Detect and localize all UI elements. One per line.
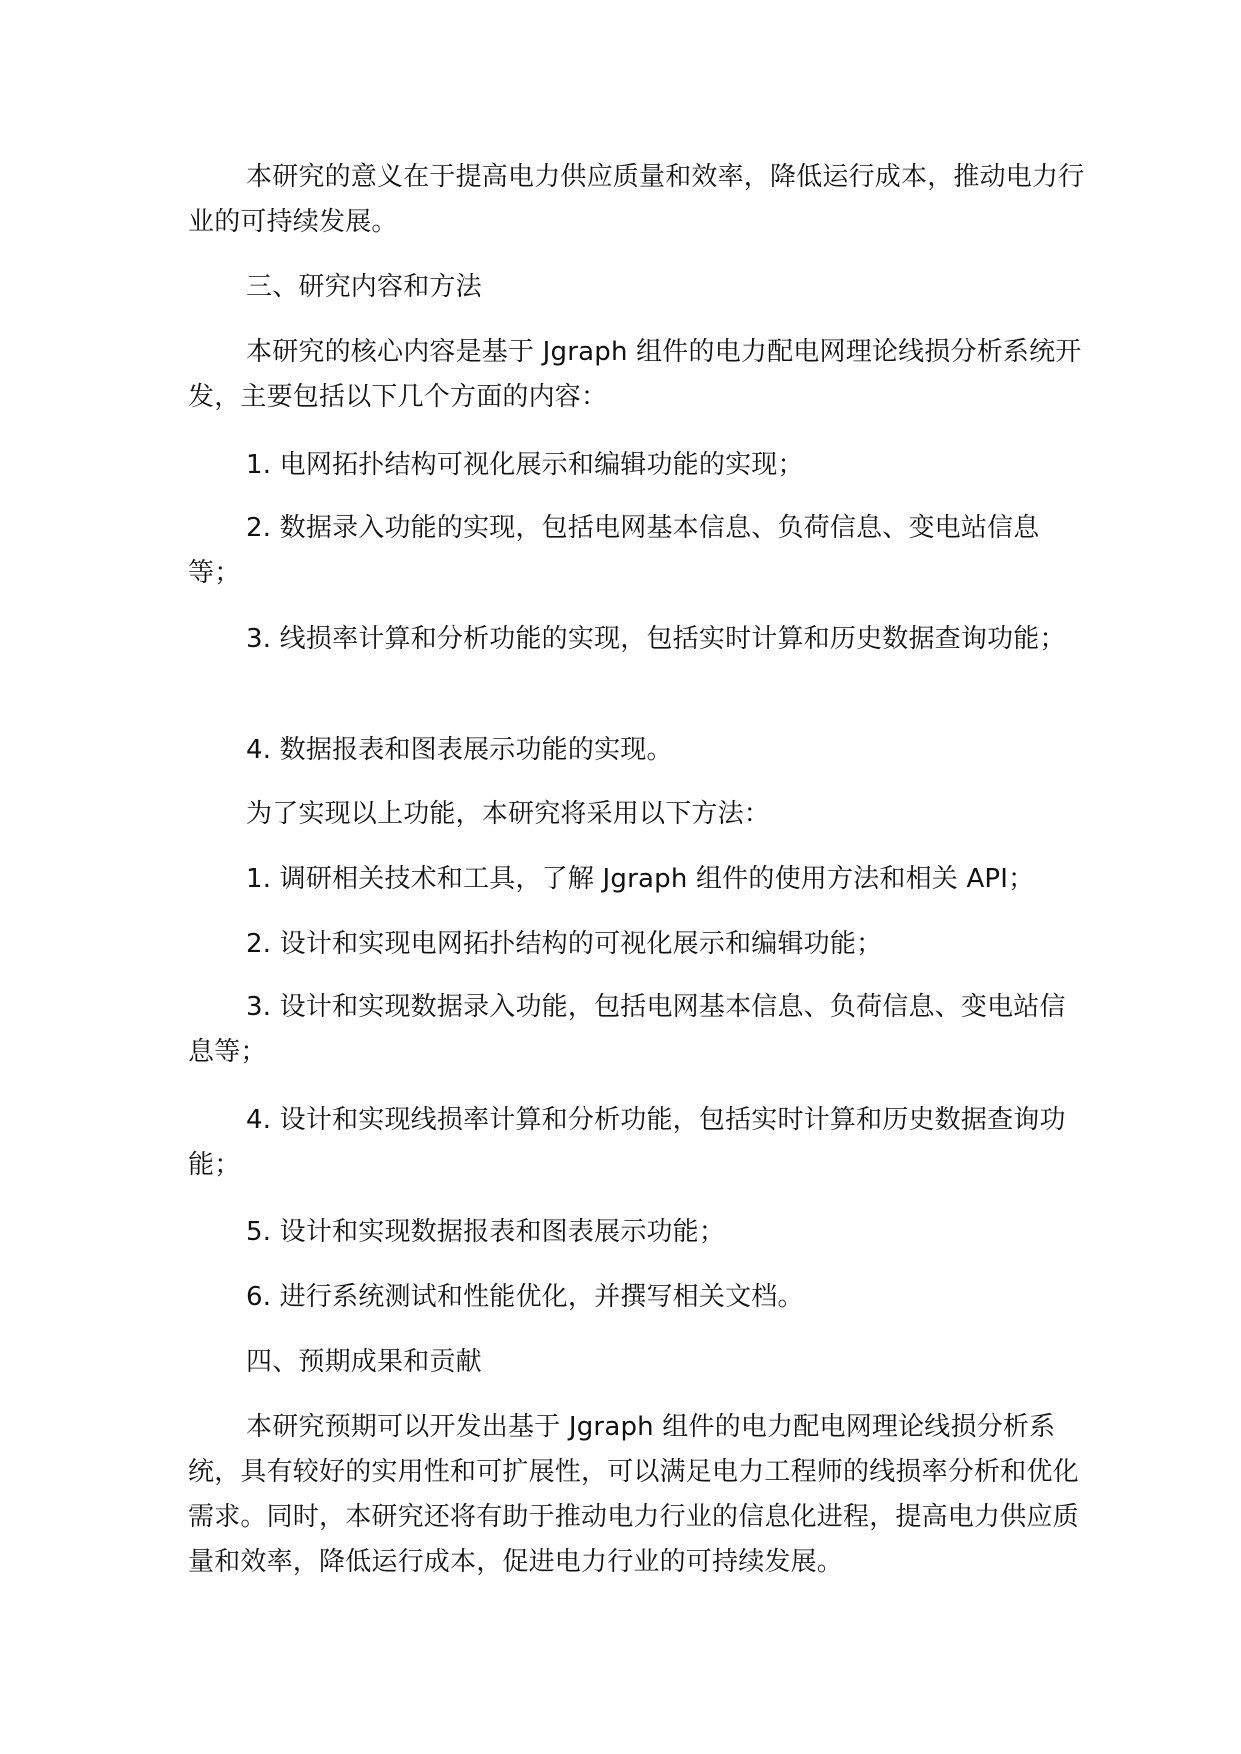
list-item-content-1: 1. 电网拓扑结构可视化展示和编辑功能的实现；	[246, 450, 804, 480]
list-item-method-1: 1. 调研相关技术和工具，了解 Jgraph 组件的使用方法和相关 API；	[246, 864, 1035, 894]
section-heading-expected-results: 四、预期成果和贡献	[246, 1347, 482, 1377]
list-item-method-2: 2. 设计和实现电网拓扑结构的可视化展示和编辑功能；	[246, 929, 883, 959]
paragraph-methods-intro: 为了实现以上功能，本研究将采用以下方法：	[246, 799, 771, 829]
paragraph-expected-results: 本研究预期可以开发出基于 Jgraph 组件的电力配电网理论线损分析系统，具有较好的实用性和可扩展性，可以满足电力工程师的线损率分析和优化需求。同时，本研究还将有助于推动电力行业的信息化进程，提高电力供应质量和效率，降低运行成本，促进电力行业的可持续发展。	[188, 1412, 1079, 1577]
list-item-content-2: 2. 数据录入功能的实现，包括电网基本信息、负荷信息、变电站信息等；	[188, 513, 1040, 588]
list-item-content-4: 4. 数据报表和图表展示功能的实现。	[246, 735, 673, 765]
list-item-content-3: 3. 线损率计算和分析功能的实现，包括实时计算和历史数据查询功能；	[246, 624, 1066, 654]
list-item-method-3: 3. 设计和实现数据录入功能，包括电网基本信息、负荷信息、变电站信息等；	[188, 992, 1066, 1067]
list-item-method-4: 4. 设计和实现线损率计算和分析功能，包括实时计算和历史数据查询功能；	[188, 1105, 1066, 1180]
list-item-method-6: 6. 进行系统测试和性能优化，并撰写相关文档。	[246, 1282, 804, 1312]
paragraph-core-content: 本研究的核心内容是基于 Jgraph 组件的电力配电网理论线损分析系统开发，主要包括以下几个方面的内容：	[188, 337, 1082, 412]
list-item-method-5: 5. 设计和实现数据报表和图表展示功能；	[246, 1217, 726, 1247]
paragraph-significance: 本研究的意义在于提高电力供应质量和效率，降低运行成本，推动电力行业的可持续发展。	[188, 162, 1085, 237]
section-heading-research-content: 三、研究内容和方法	[246, 272, 482, 302]
